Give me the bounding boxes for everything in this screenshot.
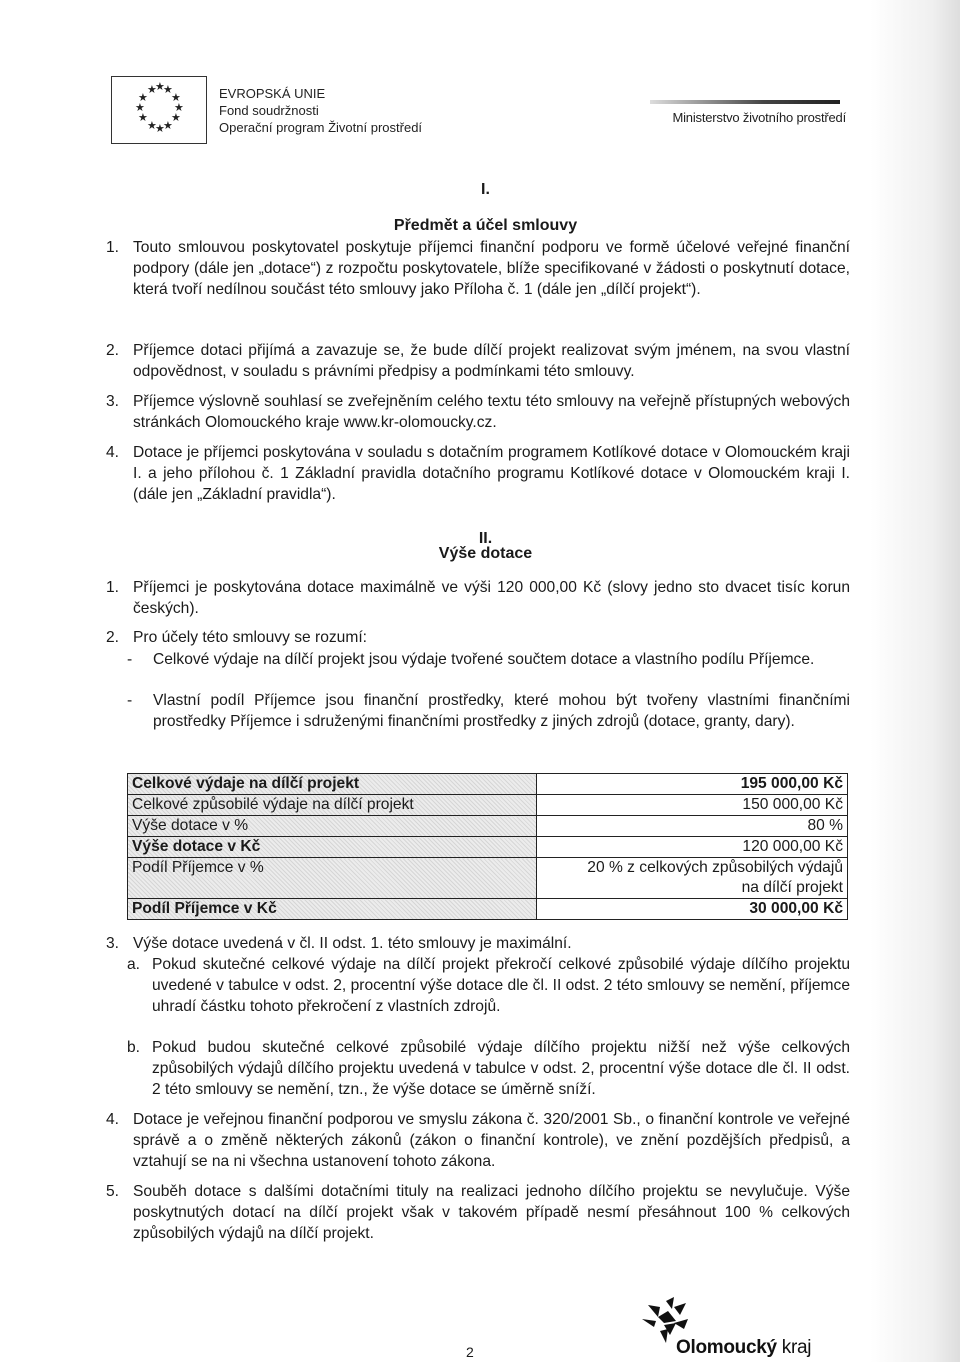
eu-flag-logo bbox=[111, 76, 207, 144]
s2-sub-b bbox=[127, 1038, 850, 1100]
document-header bbox=[111, 76, 846, 146]
svg-text:★: ★ bbox=[138, 91, 148, 104]
s2-sub-b-text: Pokud budou skutečné celkové způsobilé výdaje dílčího projektu nižší než výše celkových způsobilých výdajů dílčího projektu uvedená v tabulce v odst. 2, procentní výše dotace dle čl. II odst. 2 této smlouvy se nemění, tzn., že výše dotace se úměrně sníží. bbox=[152, 1039, 850, 1098]
s1-item-4-text: Dotace je příjemci poskytována v souladu s dotačním programem Kotlíkové dotace v Olomouckém kraji I. a jeho přílohou č. 1 Základní pravidla dotačního programu Kotlíkové dotace v Olomouckém kraji I. (dále jen „Základní pravidla“). bbox=[133, 444, 850, 503]
s2-item-1 bbox=[106, 578, 850, 620]
s2-item-5-text: Souběh dotace s dalšími dotačními tituly na realizaci jednoho dílčího projektu se nevylučuje. Výše poskytnutých dotací na dílčí projekt však v takovém případě nesmí přesáhnout 100 % celkových způsobilých výdajů na dílčí projekt. bbox=[133, 1183, 850, 1242]
table-cell-value: 30 000,00 Kč bbox=[537, 899, 848, 920]
svg-text:★: ★ bbox=[163, 119, 173, 132]
s2-dash-1 bbox=[127, 650, 850, 671]
s2-sub-a bbox=[127, 955, 850, 1017]
eu-program: Operační program Životní prostředí bbox=[219, 120, 423, 135]
s1-item-1 bbox=[106, 238, 850, 300]
section1-title: Předmět a účel smlouvy bbox=[393, 217, 578, 234]
s2-dash-1-text: Celkové výdaje na dílčí projekt jsou výdaje tvořené součtem dotace a vlastního podílu Příjemce. bbox=[153, 651, 815, 668]
s2-item-5 bbox=[106, 1182, 850, 1244]
s2-item-3 bbox=[106, 934, 850, 955]
eu-title: EVROPSKÁ UNIE bbox=[219, 86, 326, 101]
svg-text:★: ★ bbox=[163, 83, 173, 96]
section1-numeral: I. bbox=[481, 181, 490, 198]
svg-text:★: ★ bbox=[147, 83, 157, 96]
s2-item-3-number: 3. bbox=[106, 935, 120, 952]
svg-text:★: ★ bbox=[171, 111, 181, 124]
s2-item-2 bbox=[106, 628, 850, 649]
table-cell-value: 80 % bbox=[537, 816, 848, 837]
s1-item-3-text: Příjemce výslovně souhlasí se zveřejněním celého textu této smlouvy na veřejně přístupných webových stránkách Olomouckého kraje www.kr-olomoucky.cz. bbox=[133, 393, 850, 431]
s1-item-1-text: Touto smlouvou poskytovatel poskytuje příjemci finanční podporu ve formě účelové veřejné finanční podpory (dále jen „dotace“) z rozpočtu poskytovatele, blíže specifikované v žádosti o poskytnutí dotace, která tvoří nedílnou součást této smlouvy jako Příloha č. 1 (dále jen „dílčí projekt“). bbox=[133, 239, 850, 298]
svg-text:★: ★ bbox=[138, 111, 148, 124]
s2-item-4-number: 4. bbox=[106, 1111, 120, 1128]
s2-item-2-text: Pro účely této smlouvy se rozumí: bbox=[133, 629, 367, 646]
s1-item-3-number: 3. bbox=[106, 393, 120, 410]
scan-shadow bbox=[870, 0, 960, 1362]
s1-item-2-text: Příjemce dotaci přijímá a zavazuje se, že bude dílčí projekt realizovat svým jménem, na svou vlastní odpovědnost, v souladu s právními předpisy a podmínkami této smlouvy. bbox=[133, 342, 850, 380]
svg-text:★: ★ bbox=[135, 101, 145, 114]
s2-dash-2-marker: - bbox=[127, 692, 133, 709]
s1-item-1-number: 1. bbox=[106, 239, 120, 256]
table-cell-label: Podíl Příjemce v Kč bbox=[128, 899, 537, 920]
table-row bbox=[128, 837, 848, 858]
section2-numeral: II. bbox=[478, 530, 493, 547]
table-cell-value: 195 000,00 Kč bbox=[537, 774, 848, 795]
s2-item-3-text: Výše dotace uvedená v čl. II odst. 1. této smlouvy je maximální. bbox=[133, 935, 572, 952]
table-cell-value: 120 000,00 Kč bbox=[537, 837, 848, 858]
kraj-logo-rest: kraj bbox=[776, 1337, 812, 1358]
s1-item-4 bbox=[106, 443, 850, 505]
s1-item-3 bbox=[106, 392, 850, 434]
table-cell-label: Výše dotace v Kč bbox=[128, 837, 537, 858]
s1-item-2-number: 2. bbox=[106, 342, 120, 359]
eu-text-block bbox=[219, 85, 422, 136]
table-row bbox=[128, 774, 848, 795]
ministry-logo-bar bbox=[650, 100, 840, 104]
table-row bbox=[128, 816, 848, 837]
s2-item-2-number: 2. bbox=[106, 629, 120, 646]
s2-dash-2-text: Vlastní podíl Příjemce jsou finanční prostředky, které mohou být tvořeny vlastními finančními prostředky Příjemce i sdruženými finančními prostředky z jiných zdrojů (dotace, granty, dary). bbox=[153, 692, 850, 730]
s2-dash-2 bbox=[127, 691, 850, 733]
kraj-logo-text bbox=[676, 1337, 811, 1359]
kraj-logo-bold: Olomoucký bbox=[676, 1337, 777, 1358]
s2-item-4 bbox=[106, 1110, 850, 1172]
s2-item-5-number: 5. bbox=[106, 1183, 120, 1200]
s2-item-4-text: Dotace je veřejnou finanční podporou ve smyslu zákona č. 320/2001 Sb., o finanční kontrole ve veřejné správě a o změně některých zákonů (zákon o finanční kontrole), ve znění pozdějších předpisů, a vztahují se na ni všechna ustanovení tohoto zákona. bbox=[133, 1111, 850, 1170]
s2-dash-1-marker: - bbox=[127, 651, 133, 668]
table-cell-label: Výše dotace v % bbox=[128, 816, 537, 837]
s2-sub-a-text: Pokud skutečné celkové výdaje na dílčí projekt překročí celkové způsobilé výdaje dílčího projektu uvedené v tabulce v odst. 2, procentní výše dotace dle čl. II odst. 2 této smlouvy se nemění, příjemce uhradí částku tohoto překročení z vlastních zdrojů. bbox=[152, 956, 850, 1015]
ministry-name: Ministerstvo životního prostředí bbox=[672, 110, 846, 125]
s2-item-1-text: Příjemci je poskytována dotace maximálně ve výši 120 000,00 Kč (slovy jedno sto dvacet tisíc korun českých). bbox=[133, 579, 850, 617]
page-number: 2 bbox=[466, 1344, 474, 1360]
table-cell-label: Celkové výdaje na dílčí projekt bbox=[128, 774, 537, 795]
s1-item-4-number: 4. bbox=[106, 444, 120, 461]
table-cell-label: Celkové způsobilé výdaje na dílčí projekt bbox=[128, 795, 537, 816]
s2-item-1-number: 1. bbox=[106, 579, 120, 596]
svg-text:★: ★ bbox=[147, 119, 157, 132]
table-cell-value: 20 % z celkových způsobilých výdajů na dílčí projekt bbox=[537, 858, 848, 899]
eu-fund: Fond soudržnosti bbox=[219, 103, 319, 118]
olomoucky-kraj-logo bbox=[618, 1293, 848, 1361]
table-cell-label: Podíl Příjemce v % bbox=[128, 858, 537, 899]
table-row bbox=[128, 899, 848, 920]
eu-stars-icon bbox=[118, 81, 200, 141]
svg-text:★: ★ bbox=[155, 81, 165, 93]
section2-title: Výše dotace bbox=[438, 545, 533, 562]
s2-sub-a-marker: a. bbox=[127, 956, 141, 973]
svg-text:★: ★ bbox=[155, 122, 165, 135]
table-row bbox=[128, 795, 848, 816]
dotace-table bbox=[127, 773, 848, 920]
s1-item-2 bbox=[106, 341, 850, 383]
table-cell-value: 150 000,00 Kč bbox=[537, 795, 848, 816]
table-row bbox=[128, 858, 848, 899]
s2-sub-b-marker: b. bbox=[127, 1039, 141, 1056]
svg-text:★: ★ bbox=[174, 101, 184, 114]
svg-text:★: ★ bbox=[171, 91, 181, 104]
